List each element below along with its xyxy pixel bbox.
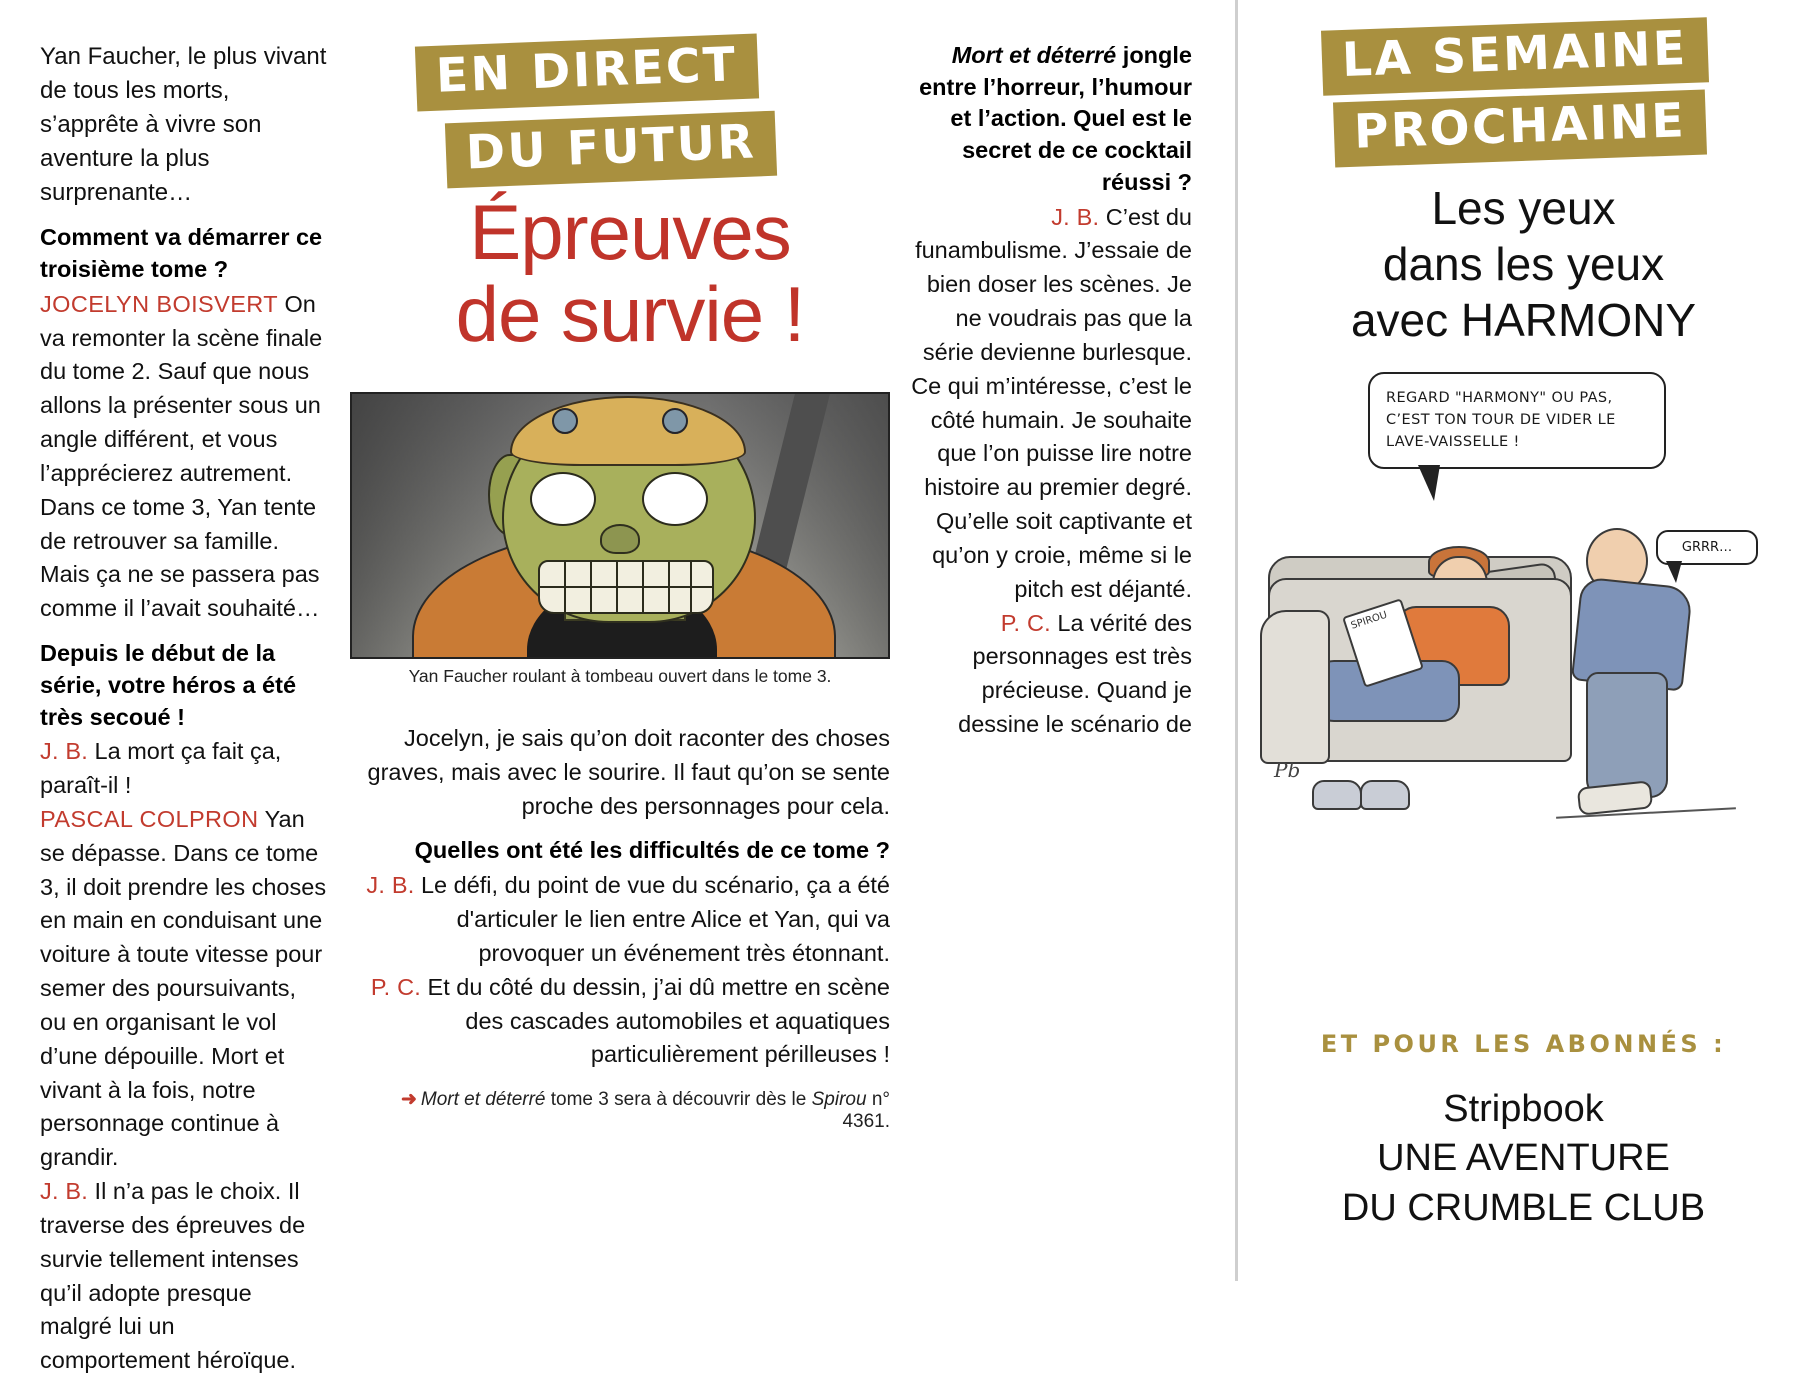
character-eye-left bbox=[530, 472, 596, 526]
next-week-title-line-3: avec HARMONY bbox=[1350, 294, 1697, 347]
next-week-title-line-1: Les yeux bbox=[1431, 182, 1616, 234]
answer-six-continued: Jocelyn, je sais qu’on doit raconter des choses graves, mais avec le sourire. Il faut qu’on se sente proche des personnages pour cela. bbox=[367, 725, 890, 819]
subscribers-line-1: Stripbook bbox=[1443, 1088, 1604, 1130]
page-title bbox=[370, 188, 890, 358]
speaker-jb-3: J. B. bbox=[1051, 203, 1100, 230]
answer-eight-text: Et du côté du dessin, j’ai dû mettre en scène des cascades automobiles et aquatiques particulièrement périlleuses ! bbox=[421, 973, 890, 1068]
speaker-jb-2: J. B. bbox=[40, 1178, 89, 1205]
left-columns bbox=[40, 22, 1209, 1374]
answer-three-text: Yan se dépasse. Dans ce tome 3, il doit prendre les choses en main en conduisant une voiture à toute vitesse pour semer des poursuivants, ou en organisant le vol d’une dépouille. Mort et vivant à la fois, notre personnage continue à grandir. bbox=[40, 805, 327, 1171]
tooth bbox=[668, 562, 670, 612]
answer-one-text: On va remonter la scène finale du tome 2. Sauf que nous allons la présenter sous un angle différent, et vous l’apprécierez autrement. Dans ce tome 3, Yan tente de retrouver sa famille. Mais ça ne se passera pas comme il l’avait souhaité… bbox=[40, 290, 323, 622]
answer-eight bbox=[350, 971, 890, 1072]
arrow-icon: ➜ bbox=[400, 1089, 417, 1111]
tooth bbox=[564, 562, 566, 612]
question-four: Quelles ont été les difficultés de ce tome ? bbox=[414, 837, 890, 864]
speaker-jb-4: J. B. bbox=[366, 872, 415, 899]
boy-shoe-left bbox=[1312, 780, 1362, 810]
answer-six-text: La vérité des personnages est très précieuse. Quand je dessine le scénario de bbox=[958, 609, 1192, 738]
column-middle bbox=[350, 22, 890, 686]
banner-prochaine: PROCHAINE bbox=[1333, 90, 1707, 168]
headline-line-2: de survie ! bbox=[455, 269, 805, 358]
answer-four-text: Il n’a pas le choix. Il traverse des épreuves de survie tellement intenses qu’il adopte presque malgré lui un comportement héroïque. bbox=[40, 1178, 306, 1374]
character-mouth bbox=[538, 560, 714, 614]
headline-line-1: Épreuves bbox=[469, 188, 791, 276]
right-page bbox=[1238, 0, 1809, 1281]
character-nose bbox=[600, 524, 640, 554]
next-week-title-line-2: dans les yeux bbox=[1382, 238, 1665, 291]
column-one bbox=[40, 40, 327, 1378]
grandmother-legs bbox=[1586, 672, 1668, 798]
answer-one bbox=[40, 288, 327, 626]
footnote-number: n° 4361. bbox=[842, 1089, 890, 1133]
speaker-jocelyn-boisvert: JOCELYN BOISVERT bbox=[40, 290, 278, 317]
question-one: Comment va démarrer ce troisième tome ? bbox=[40, 224, 323, 283]
answer-seven-text: Le défi, du point de vue du scénario, ça a été d'articuler le lien entre Alice et Yan, qui va provoquer un événement très étonnant. bbox=[414, 872, 890, 966]
footnote-middle: tome 3 sera à découvrir dès le bbox=[545, 1089, 812, 1111]
subscribers-heading: ET POUR LES ABONNÉS : bbox=[1320, 1030, 1727, 1058]
banner-en-direct: EN DIRECT bbox=[415, 33, 759, 111]
question-three-title: Mort et déterré bbox=[951, 42, 1117, 68]
subscribers-content bbox=[1238, 1085, 1809, 1233]
speaker-pc-1: P. C. bbox=[1000, 609, 1051, 636]
magazine-prop: SPIROU bbox=[1342, 598, 1424, 688]
answer-seven bbox=[350, 869, 890, 970]
tooth bbox=[590, 562, 592, 612]
answer-three bbox=[40, 803, 327, 1175]
cartoon-illustration bbox=[1256, 360, 1796, 880]
subscribers-line-2: UNE AVENTURE bbox=[1377, 1137, 1670, 1180]
subscribers-line-3: DU CRUMBLE CLUB bbox=[1341, 1186, 1706, 1229]
answer-two-text: La mort ça fait ça, paraît-il ! bbox=[40, 738, 282, 799]
speaker-pc-2: P. C. bbox=[370, 973, 422, 1000]
banner-group bbox=[350, 22, 890, 358]
character-eye-right bbox=[642, 472, 708, 526]
column-middle-lower bbox=[350, 722, 890, 1133]
next-week-title bbox=[1238, 180, 1809, 348]
answer-four bbox=[40, 1175, 327, 1378]
speaker-pascal-colpron: PASCAL COLPRON bbox=[40, 805, 259, 832]
answer-two bbox=[40, 735, 327, 803]
speech-bubble-main: REGARD "HARMONY" OU PAS, C’EST TON TOUR DE VIDER LE LAVE-VAISSELLE ! bbox=[1368, 372, 1666, 469]
answer-five bbox=[902, 201, 1192, 607]
boy-shoe-right bbox=[1360, 780, 1410, 810]
answer-five-text: C’est du funambulisme. J’essaie de bien doser les scènes. Je ne voudrais pas que la série devienne burlesque. Ce qui m’intéresse, c’est le côté humain. Je souhaite que l’on puisse lire notre histoire au premier degré. Qu’elle soit captivante et qu’on y croie, même si le pitch est déjanté. bbox=[911, 203, 1192, 602]
question-three-rest: jongle entre l’horreur, l’humour et l’action. Quel est le secret de ce cocktail réussi ? bbox=[919, 42, 1192, 195]
column-three bbox=[902, 40, 1192, 742]
footnote-magazine: Spirou bbox=[811, 1089, 867, 1111]
tooth bbox=[616, 562, 618, 612]
answer-six bbox=[902, 607, 1192, 742]
question-two: Depuis le début de la série, votre héros a été très secoué ! bbox=[40, 640, 297, 730]
figure-caption: Yan Faucher roulant à tombeau ouvert dans le tome 3. bbox=[408, 666, 832, 686]
question-three bbox=[902, 40, 1192, 199]
speaker-jb-1: J. B. bbox=[40, 738, 89, 765]
artist-signature: Pb bbox=[1274, 758, 1301, 782]
tooth bbox=[690, 562, 692, 612]
tooth bbox=[642, 562, 644, 612]
sofa-arm bbox=[1260, 610, 1330, 764]
comic-figure bbox=[350, 392, 890, 687]
banner-du-futur: DU FUTUR bbox=[445, 111, 777, 189]
intro-paragraph: Yan Faucher, le plus vivant de tous les morts, s’apprête à vivre son aventure la plus surprenante… bbox=[40, 43, 327, 207]
banner-la-semaine: LA SEMAINE bbox=[1321, 17, 1709, 95]
footnote bbox=[350, 1088, 890, 1133]
footnote-title: Mort et déterré bbox=[420, 1089, 546, 1111]
character-pupil-right bbox=[662, 408, 688, 434]
speech-bubble-grrr: GRRR… bbox=[1656, 530, 1758, 565]
character-pupil-left bbox=[552, 408, 578, 434]
comic-illustration-zombie-driver bbox=[350, 392, 890, 659]
